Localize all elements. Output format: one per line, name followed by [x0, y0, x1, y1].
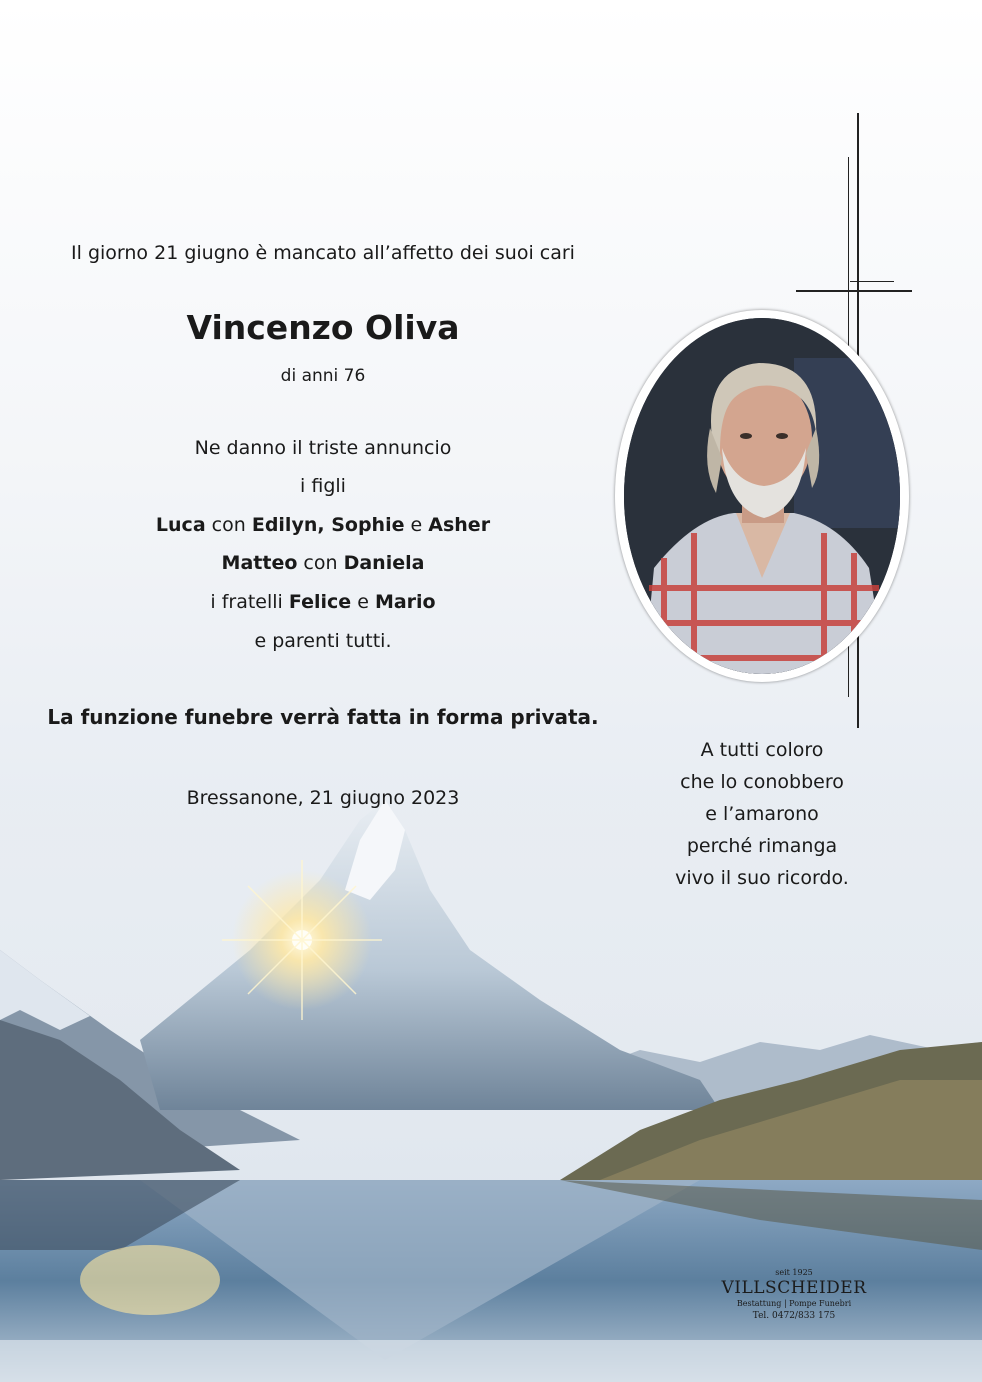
logo-brand: VILLSCHEIDER — [721, 1278, 867, 1298]
siblings-line — [0, 590, 646, 614]
connector-text: e — [404, 514, 429, 536]
family-member-name: Matteo — [221, 552, 298, 574]
logo-phone: Tel. 0472/833 175 — [752, 1311, 836, 1321]
logo-since: seit 1925 — [775, 1268, 813, 1277]
family-line-1 — [0, 513, 646, 537]
quote-line: vivo il suo ricordo. — [675, 867, 849, 889]
connector-text: i fratelli — [210, 591, 289, 613]
portrait-illustration — [624, 318, 900, 674]
intro-text: Il giorno 21 giugno è mancato all’affetto dei suoi cari — [71, 242, 575, 264]
portrait-photo — [624, 318, 900, 674]
family-line-2 — [0, 551, 646, 575]
quote-line: perché rimanga — [686, 835, 838, 857]
funeral-home-logo — [714, 1268, 874, 1323]
funeral-note: La funzione funebre verrà fatta in forma privata. — [47, 705, 599, 729]
cross-horizontal-short-icon — [850, 281, 894, 282]
family-member-name: Daniela — [343, 552, 425, 574]
family-member-name: Mario — [374, 591, 436, 613]
relatives-text: e parenti tutti. — [254, 630, 392, 652]
family-member-name: Edilyn — [251, 514, 318, 536]
logo-subtitle: Bestattung | Pompe Funebri — [736, 1299, 852, 1308]
connector-text: con — [297, 552, 344, 574]
age-text: di anni 76 — [280, 366, 366, 386]
connector-text: e — [351, 591, 375, 613]
connector-text: con — [205, 514, 252, 536]
children-label: i figli — [300, 475, 346, 497]
cross-horizontal-icon — [796, 290, 912, 292]
family-member-name: Sophie — [331, 514, 405, 536]
family-member-name: Luca — [155, 514, 206, 536]
place-date: Bressanone, 21 giugno 2023 — [186, 787, 460, 809]
announcement-text: Ne danno il triste annuncio — [194, 437, 452, 459]
connector-text: , — [317, 514, 332, 536]
deceased-name: Vincenzo Oliva — [186, 308, 460, 347]
quote-line: che lo conobbero — [680, 771, 844, 793]
family-member-name: Asher — [428, 514, 491, 536]
family-member-name: Felice — [288, 591, 352, 613]
quote-line: A tutti coloro — [700, 739, 824, 761]
quote-line: e l’amarono — [705, 803, 819, 825]
